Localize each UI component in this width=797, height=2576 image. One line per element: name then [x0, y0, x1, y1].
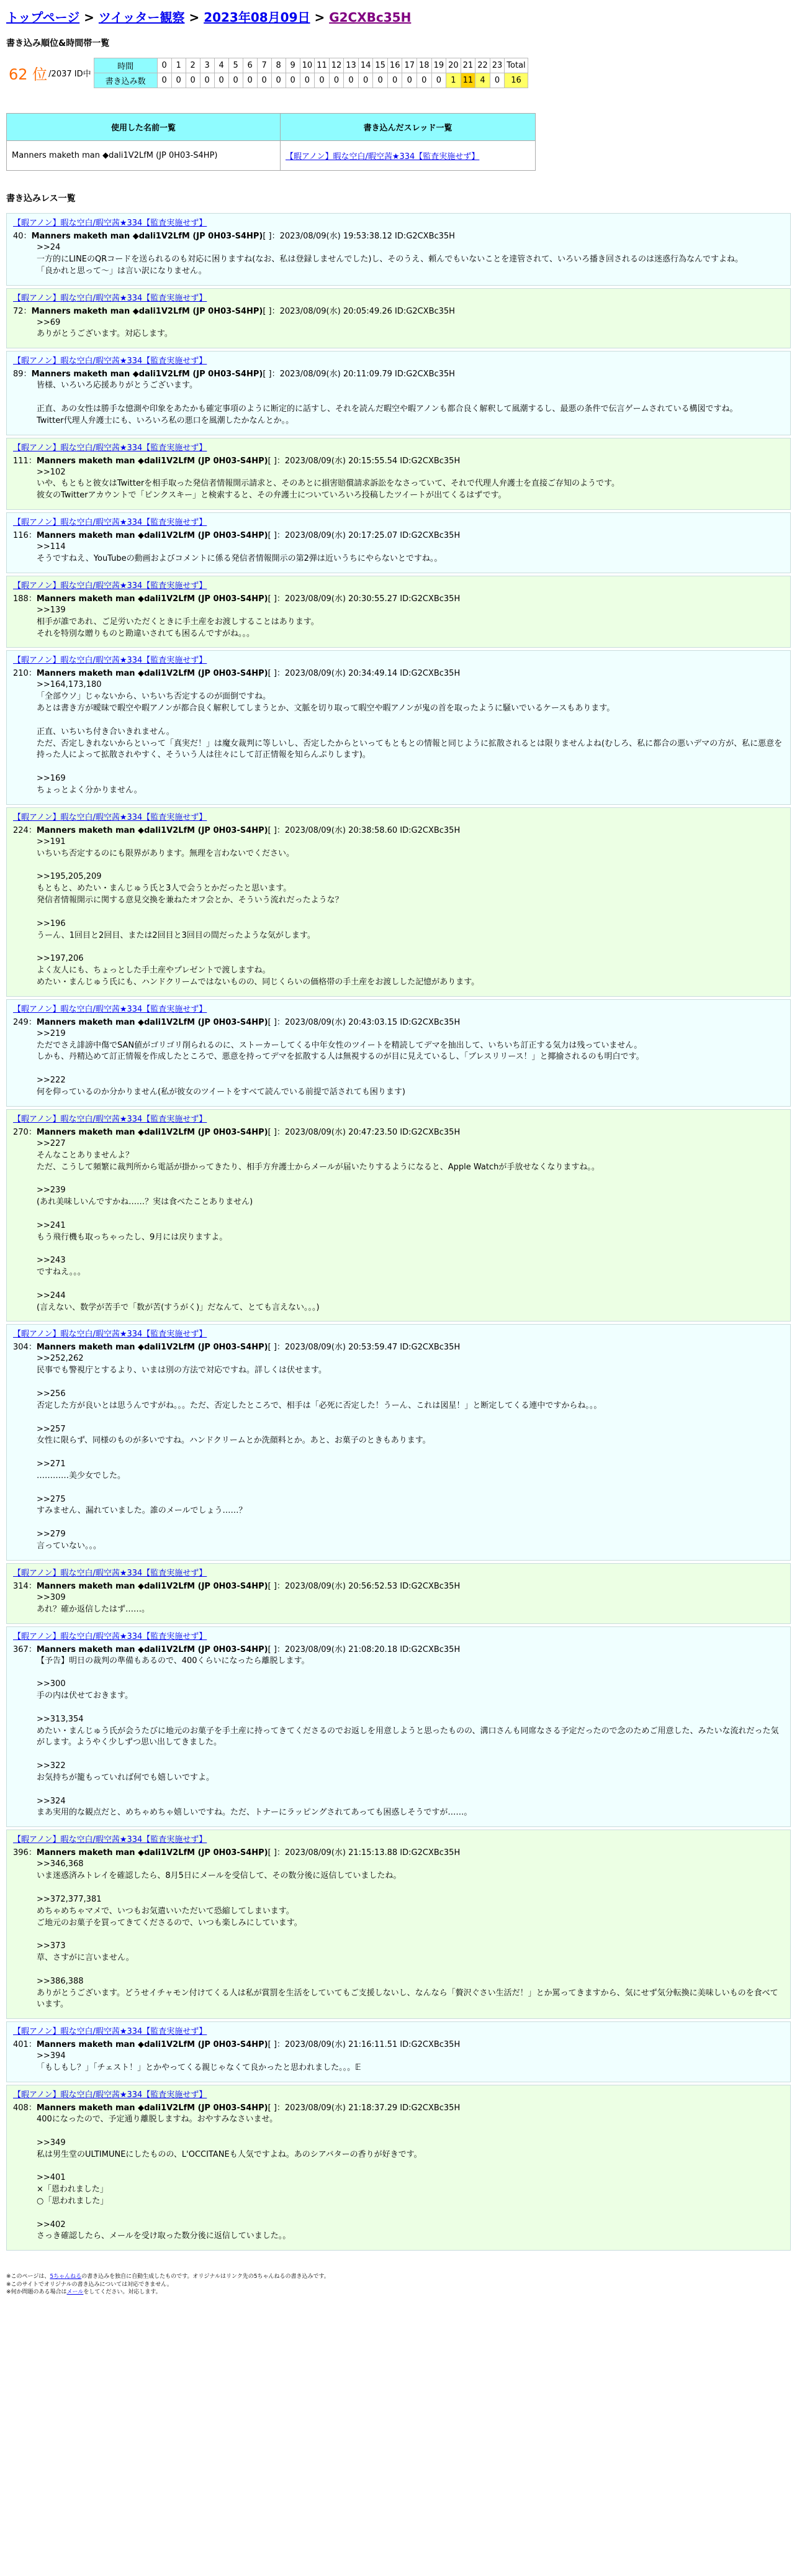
post-author: Manners maketh man ◆dali1V2LfM (JP 0H03-S4HP): [36, 1848, 268, 1858]
post-thread-link[interactable]: 【暇アノン】暇な空白/暇空茜★334【監査実施せず】: [13, 293, 207, 303]
post-item: [6, 999, 791, 1107]
post-item: [6, 512, 791, 573]
post-header: [13, 367, 784, 379]
post-number: 304: [13, 1343, 29, 1353]
count-cell: 0: [387, 73, 402, 88]
post-meta: [ ]：2023/08/09(水) 20:17:25.07 ID:G2CXBc35H: [268, 531, 461, 541]
post-item: [6, 650, 791, 804]
post-body: >>219 ただでさえ誹謗中傷でSAN値がゴリゴリ削られるのに、ストーカーしてくる中年女性のツイートを精読してデマを抽出して、いちいち訂正する気力は残っていません。 しかも、丹精込めて訂正情報を作成したところで、悪意を持ってデマを拡散する人は無視するのが目に見えているし、「ブレスリリース！」と揶揄されるのも明白です。 >>222 何を仰っているのか分かりません(私が彼女のツイートをすべて読んでいる前提で話されても困ります): [37, 1028, 644, 1097]
post-number: 401: [13, 2040, 29, 2050]
post-thread-link[interactable]: 【暇アノン】暇な空白/暇空茜★334【監査実施せず】: [13, 443, 207, 453]
post-meta: [ ]：2023/08/09(水) 21:08:20.18 ID:G2CXBc35H: [268, 1644, 461, 1654]
post-body: >>227 そんなことありませんよ？ ただ、こうして頻繁に裁判所から電話が掛かってきたり、相手方弁護士からメールが届いたりするようになると、Apple Watchが手放せなくなりますね。。 >>239 (あれ美味しいんですかね……？実は食べたことありません) >>241 もう飛行機も取っちゃったし、9月には戻りますよ。 >>243 ですねえ。。。 >>244 (言えない、数学が苦手で「数が苦(すうがく)」だなんて、とても言えない。。。): [37, 1138, 600, 1312]
count-cell: 0: [186, 73, 200, 88]
post-number: 408: [13, 2103, 29, 2113]
post-author: Manners maketh man ◆dali1V2LfM (JP 0H03-S4HP): [36, 669, 268, 679]
count-cell: 0: [200, 73, 214, 88]
post-number: 210: [13, 669, 29, 679]
post-sep: ：: [28, 1127, 37, 1137]
hour-cell: 0: [157, 58, 171, 73]
post-body: 【予告】明日の裁判の準備もあるので、400くらいになったら離脱します。 >>300 手の内は伏せておきます。 >>313,354 めたい・まんじゅう氏が会うたびに地元のお菓子を手土産に持ってきてくださるのでお返しを用意しようと思ったものの、溝口さんも同席なさる予定だったので念のためご用意した、みたいな流れだった気がします。ようやく少しずつ思い出してきました。 >>322 お気持ちが籠もっていれば何でも嬉しいですよ。 >>324 まあ実用的な観点だと、めちゃめちゃ嬉しいですね。ただ、トナーにラッピングされてあっても困惑しそうですが……。: [37, 1656, 779, 1818]
post-item: [6, 1563, 791, 1624]
post-author: Manners maketh man ◆dali1V2LfM (JP 0H03-S4HP): [31, 370, 263, 379]
threads-col-header: 書き込んだスレッド一覧: [281, 114, 536, 141]
post-header: [13, 229, 784, 241]
post-author: Manners maketh man ◆dali1V2LfM (JP 0H03-S4HP): [36, 1581, 268, 1591]
post-author: Manners maketh man ◆dali1V2LfM (JP 0H03-S4HP): [36, 2040, 268, 2050]
post-item: [6, 2021, 791, 2082]
post-number: 396: [13, 1848, 29, 1858]
post-number: 116: [13, 531, 29, 541]
count-cell: 0: [373, 73, 388, 88]
footer-text: の書き込みを独自に自動生成したものです。オリジナルはリンク先の5ちゃんねるの書き込みです。: [81, 2274, 330, 2280]
post-thread-link[interactable]: 【暇アノン】暇な空白/暇空茜★334【監査実施せず】: [13, 1330, 207, 1340]
post-author: Manners maketh man ◆dali1V2LfM (JP 0H03-S4HP): [36, 825, 268, 835]
count-cell: 16: [505, 73, 528, 88]
post-item: [6, 288, 791, 349]
breadcrumb-twitter[interactable]: ツイッター観察: [98, 10, 185, 25]
post-thread-link[interactable]: 【暇アノン】暇な空白/暇空茜★334【監査実施せず】: [13, 356, 207, 366]
post-number: 72: [13, 306, 24, 316]
post-thread-link[interactable]: 【暇アノン】暇な空白/暇空茜★334【監査実施せず】: [13, 1004, 207, 1014]
post-thread-link[interactable]: 【暇アノン】暇な空白/暇空茜★334【監査実施せず】: [13, 2090, 207, 2100]
hour-cell: 5: [228, 58, 243, 73]
count-cell: 0: [286, 73, 300, 88]
hour-cell: 13: [344, 58, 359, 73]
hour-cell: 11: [315, 58, 330, 73]
post-item: [6, 576, 791, 648]
post-author: Manners maketh man ◆dali1V2LfM (JP 0H03-S4HP): [36, 531, 268, 541]
hour-cell: 22: [475, 58, 490, 73]
count-cell: 0: [257, 73, 271, 88]
count-cell: 0: [243, 73, 257, 88]
breadcrumb-id[interactable]: G2CXBc35H: [329, 10, 412, 25]
post-sep: ：: [28, 594, 37, 604]
hour-cell: 2: [186, 58, 200, 73]
count-cell: 0: [157, 73, 171, 88]
count-cell: 11: [461, 73, 475, 88]
post-header: [13, 1579, 784, 1591]
post-author: Manners maketh man ◆dali1V2LfM (JP 0H03-S4HP): [36, 594, 268, 604]
count-cell: 0: [402, 73, 417, 88]
post-body: >>394 「もしもし？」「チェスト！」とかやってくる親じゃなくて良かったと思われました。。。𝔼: [37, 2051, 361, 2073]
post-header: [13, 1340, 784, 1352]
posts-heading: 書き込みレス一覧: [6, 194, 76, 204]
breadcrumb-date[interactable]: 2023年08月09日: [204, 10, 310, 25]
count-cell: 0: [228, 73, 243, 88]
post-meta: [ ]：2023/08/09(水) 20:15:55.54 ID:G2CXBc35H: [268, 456, 461, 466]
used-name: Manners maketh man ◆dali1V2LfM (JP 0H03-S4HP): [7, 141, 281, 171]
post-meta: [ ]：2023/08/09(水) 20:05:49.26 ID:G2CXBc35H: [263, 306, 455, 316]
hour-cell: 1: [171, 58, 186, 73]
footer-mail-link[interactable]: メール: [66, 2289, 84, 2296]
post-header: [13, 1846, 784, 1857]
post-meta: [ ]：2023/08/09(水) 21:15:13.88 ID:G2CXBc35H: [268, 1848, 461, 1858]
names-table: [6, 113, 536, 171]
hours-label: 時間: [94, 58, 157, 73]
hour-cell: 10: [300, 58, 315, 73]
count-cell: 0: [329, 73, 344, 88]
post-list: [6, 213, 791, 2251]
post-meta: [ ]：2023/08/09(水) 21:16:11.51 ID:G2CXBc35H: [268, 2040, 461, 2050]
post-item: [6, 1109, 791, 1322]
hour-cell: 20: [446, 58, 461, 73]
hour-cell: Total: [505, 58, 528, 73]
counts-label: 書き込み数: [94, 73, 157, 88]
hour-cell: 23: [490, 58, 505, 73]
post-author: Manners maketh man ◆dali1V2LfM (JP 0H03-S4HP): [36, 1017, 268, 1027]
post-thread-link[interactable]: 【暇アノン】暇な空白/暇空茜★334【監査実施せず】: [13, 518, 207, 528]
post-sep: ：: [28, 825, 37, 835]
post-header: [13, 1125, 784, 1137]
breadcrumb-top[interactable]: トップページ: [6, 10, 80, 25]
post-header: [13, 304, 784, 316]
post-body: >>114 そうですねえ、YouTubeの動画およびコメントに係る発信者情報開示の第2弾は近いうちにやらないとですね。。: [37, 542, 443, 563]
post-body: >>69 ありがとうございます。対応します。: [37, 317, 173, 339]
post-header: [13, 2101, 784, 2113]
post-thread-link[interactable]: 【暇アノン】暇な空白/暇空茜★334【監査実施せず】: [13, 656, 207, 666]
post-item: [6, 1324, 791, 1560]
count-cell: 4: [475, 73, 490, 88]
hour-cell: 21: [461, 58, 475, 73]
hour-cell: 16: [387, 58, 402, 73]
post-meta: [ ]：2023/08/09(水) 20:30:55.27 ID:G2CXBc35H: [268, 594, 461, 604]
count-cell: 0: [214, 73, 228, 88]
hour-cell: 19: [431, 58, 446, 73]
post-meta: [ ]：2023/08/09(水) 20:11:09.79 ID:G2CXBc35H: [263, 370, 455, 379]
post-number: 314: [13, 1581, 29, 1591]
post-body: >>164,173,180 「全部ウソ」じゃないから、いちいち否定するのが面倒ですね。 あとは書き方が曖昧で暇空や暇アノンが都合良く解釈してしまうとか、文脈を切り取って暇空や暇アノンが鬼の首を取ったように騒いでいるケースもあります。 正直、いちいち付き合いきれません。 ただ、否定しきれないからといって「真実だ！」は魔女裁判に等しいし、否定したからといってもともとの情報と同じように拡散されるとは限りませんよね(むしろ、私に都合の悪いデマの方が、私に悪意を持った人によって拡散されやすく、そういう人は往々にして訂正情報を知らんぷりします)。 >>169 ちょっとよく分かりません。: [37, 680, 783, 795]
post-thread-link[interactable]: 【暇アノン】暇な空白/暇空茜★334【監査実施せず】: [13, 219, 207, 228]
post-number: 40: [13, 232, 24, 241]
post-meta: [ ]：2023/08/09(水) 20:43:03.15 ID:G2CXBc35H: [268, 1017, 461, 1027]
post-sep: ：: [28, 1343, 37, 1353]
breadcrumb-sep: >: [184, 10, 204, 25]
count-cell: 0: [171, 73, 186, 88]
post-header: [13, 823, 784, 835]
post-thread-link[interactable]: 【暇アノン】暇な空白/暇空茜★334【監査実施せず】: [13, 1568, 207, 1578]
post-number: 367: [13, 1644, 29, 1654]
post-author: Manners maketh man ◆dali1V2LfM (JP 0H03-S4HP): [31, 306, 263, 316]
post-meta: [ ]：2023/08/09(水) 20:47:23.50 ID:G2CXBc35H: [268, 1127, 461, 1137]
post-author: Manners maketh man ◆dali1V2LfM (JP 0H03-S4HP): [36, 1343, 268, 1353]
hour-cell: 12: [329, 58, 344, 73]
post-thread-link[interactable]: 【暇アノン】暇な空白/暇空茜★334【監査実施せず】: [13, 1835, 207, 1845]
hours-table: [94, 58, 528, 88]
post-item: [6, 807, 791, 997]
post-item: [6, 438, 791, 510]
hour-cell: 18: [417, 58, 432, 73]
hour-cell: 8: [271, 58, 286, 73]
post-header: [13, 2038, 784, 2049]
post-number: 111: [13, 456, 29, 466]
breadcrumb-sep: >: [310, 10, 330, 25]
post-sep: ：: [28, 2040, 37, 2050]
post-sep: ：: [28, 1581, 37, 1591]
post-sep: ：: [28, 1644, 37, 1654]
post-header: [13, 1643, 784, 1654]
counts-row: [94, 73, 528, 88]
post-author: Manners maketh man ◆dali1V2LfM (JP 0H03-S4HP): [31, 232, 263, 241]
post-meta: [ ]：2023/08/09(水) 19:53:38.12 ID:G2CXBc35H: [263, 232, 455, 241]
post-sep: ：: [23, 232, 32, 241]
hour-cell: 14: [358, 58, 373, 73]
post-body: >>191 いちいち否定するのにも限界があります。無理を言わないでください。 >>195,205,209 もともと、めたい・まんじゅう氏と3人で会うとかだったと思います。 発信者情報開示に関する意見交換を兼ねたオフ会とか、そういう流れだったような？ >>196 うーん、1回目と2回目、または2回目と3回目の間だったような気がします。 >>197,206 よく友人にも、ちょっとした手土産やプレゼントで渡しますね。 めたい・まんじゅう氏にも、ハンドクリームではないものの、同じくらいの価格帯の手土産をお渡しした記憶があります。: [37, 837, 480, 987]
post-header: [13, 528, 784, 540]
post-meta: [ ]：2023/08/09(水) 21:18:37.29 ID:G2CXBc35H: [268, 2103, 461, 2113]
post-sep: ：: [28, 531, 37, 541]
hour-cell: 15: [373, 58, 388, 73]
count-cell: 0: [417, 73, 432, 88]
count-cell: 0: [271, 73, 286, 88]
hour-cell: 6: [243, 58, 257, 73]
post-body: >>139 相手が誰であれ、ご足労いただくときに手土産をお渡しすることはあります。 それを特別な贈りものと勘違いされても困るんですがね。。。: [37, 605, 319, 638]
hour-cell: 17: [402, 58, 417, 73]
post-body: 皆様、いろいろ応援ありがとうございます。 正直、あの女性は勝手な憶測や印象をあたかも確定事項のように断定的に話すし、それを読んだ暇空や暇アノンも都合良く解釈して風潮するし、最悪の条件で伝言ゲームされている構図ですね。 Twitter代理人弁護士にも、いろいろ私の悪口を風潮したかなんとか。。: [37, 381, 738, 425]
post-body: >>309 あれ？確か返信したはず……。: [37, 1592, 150, 1614]
post-meta: [ ]：2023/08/09(水) 20:53:59.47 ID:G2CXBc35H: [268, 1343, 461, 1353]
rank-section: [6, 58, 791, 88]
post-header: [13, 592, 784, 604]
rank-heading: 書き込み順位&時間帯一覧: [6, 39, 110, 48]
count-cell: 0: [344, 73, 359, 88]
post-number: 249: [13, 1017, 29, 1027]
hour-cell: 9: [286, 58, 300, 73]
post-item: [6, 213, 791, 286]
rank-number: 62 位: [9, 66, 48, 83]
post-thread-link[interactable]: 【暇アノン】暇な空白/暇空茜★334【監査実施せず】: [13, 2027, 207, 2037]
post-meta: [ ]：2023/08/09(水) 20:56:52.53 ID:G2CXBc35H: [268, 1581, 461, 1591]
count-cell: 0: [431, 73, 446, 88]
post-author: Manners maketh man ◆dali1V2LfM (JP 0H03-S4HP): [36, 456, 268, 466]
post-thread-link[interactable]: 【暇アノン】暇な空白/暇空茜★334【監査実施せず】: [13, 581, 207, 591]
post-number: 188: [13, 594, 29, 604]
footer: [6, 2273, 791, 2297]
breadcrumb: [6, 7, 791, 25]
post-body: >>252,262 民事でも警視庁とするより、いまは別の方法で対応ですね。詳しくは伏せます。 >>256 否定した方が良いとは思うんですがね。。。ただ、否定したところで、相手は「必死に否定した！うーん、これは図星！」と断定してくる連中ですからね。。。 >>257 女性に限らず、同様のものが多いですね。ハンドクリームとか洗顔料とか。あと、お菓子のときもあります。 >>271 …………美少女でした。 >>275 すみません、漏れていました。誰のメールでしょう……？ >>279 言っていない。。。: [37, 1354, 602, 1551]
post-sep: ：: [28, 456, 37, 466]
count-cell: 0: [300, 73, 315, 88]
hours-row: [94, 58, 528, 73]
post-item: [6, 1626, 791, 1828]
post-body: >>102 いや、もともと彼女はTwitterを相手取った発信者情報開示請求と、そのあとに損害賠償請求訴訟をなさっていて、それで代理人弁護士を直接ご存知のようです。 彼女のTwitterアカウントで「ピンクスキー」と検索すると、その弁護士についていろいろ投稿したツイートが出てくるはずです。: [37, 467, 620, 501]
post-sep: ：: [28, 1848, 37, 1858]
post-body: >>346,368 いま迷惑済みトレイを確認したら、8月5日にメールを受信して、その数分後に返信していましたね。 >>372,377,381 めちゃめちゃマメで、いつもお気遣いいただいて恐縮してしまいます。 ご地元のお菓子を買ってきてくださるので、いつも楽しみにしています。 >>373 草、さすがに言いません。 >>386,388 ありがとうございます。どうせイチャモン付けてくる人は私が賞罰を生活をしていてもご支援しないし、なんなら「贅沢ぐさい生活だ！」とか罵ってきますから、気にせず気分転換に美味しいものを食べています。: [37, 1859, 778, 2010]
post-number: 270: [13, 1127, 29, 1137]
footer-5ch-link[interactable]: 5ちゃんねる: [50, 2274, 82, 2280]
rank-box: [6, 58, 94, 88]
post-thread-link[interactable]: 【暇アノン】暇な空白/暇空茜★334【監査実施せず】: [13, 1631, 207, 1641]
post-author: Manners maketh man ◆dali1V2LfM (JP 0H03-S4HP): [36, 2103, 268, 2113]
hour-cell: 3: [200, 58, 214, 73]
post-header: [13, 666, 784, 678]
post-meta: [ ]：2023/08/09(水) 20:34:49.14 ID:G2CXBc35H: [268, 669, 461, 679]
post-sep: ：: [23, 306, 32, 316]
count-cell: 1: [446, 73, 461, 88]
names-col-header: 使用した名前一覧: [7, 114, 281, 141]
post-author: Manners maketh man ◆dali1V2LfM (JP 0H03-S4HP): [36, 1644, 268, 1654]
footer-text: ※このページは、: [6, 2274, 50, 2280]
post-sep: ：: [23, 370, 32, 379]
post-thread-link[interactable]: 【暇アノン】暇な空白/暇空茜★334【監査実施せず】: [13, 812, 207, 822]
count-cell: 0: [315, 73, 330, 88]
post-sep: ：: [28, 1017, 37, 1027]
count-cell: 0: [490, 73, 505, 88]
post-thread-link[interactable]: 【暇アノン】暇な空白/暇空茜★334【監査実施せず】: [13, 1114, 207, 1124]
post-header: [13, 454, 784, 466]
post-body: >>24 一方的にLINEのQRコードを送られるのも対応に困りますね(なお、私は登録しませんでした)し、そのうえ、頼んでもいないことを達管されて、いろいろ播き回されるのは迷惑行為なんですよね。 「良かれと思って～」は言い訳になりません。: [37, 243, 743, 276]
post-body: 400になったので、予定通り離脱しますね。おやすみなさいませ。 >>349 私は男生堂のULTIMUNEにしたものの、L'OCCITANEも人気ですよね。あのシアバターの香りが好きです。 >>401 ×「恩われました」 ○「思われました」 >>402 さっき確認したら、メールを受け取った数分後に返信していました。。: [37, 2114, 422, 2241]
thread-link[interactable]: 【暇アノン】暇な空白/暇空茜★334【監査実施せず】: [286, 152, 480, 161]
footer-text: ※何か問題のある場合は: [6, 2289, 67, 2296]
hour-cell: 7: [257, 58, 271, 73]
post-item: [6, 2085, 791, 2251]
footer-text: をしてください。対応します。: [83, 2289, 161, 2296]
post-item: [6, 1830, 791, 2019]
post-number: 89: [13, 370, 24, 379]
post-sep: ：: [28, 669, 37, 679]
post-number: 224: [13, 825, 29, 835]
footer-line2: ※このサイトでオリジナルの書き込みについては対応できません。: [6, 2281, 173, 2288]
breadcrumb-sep: >: [79, 10, 99, 25]
hour-cell: 4: [214, 58, 228, 73]
post-meta: [ ]：2023/08/09(水) 20:38:58.60 ID:G2CXBc35H: [268, 825, 461, 835]
post-author: Manners maketh man ◆dali1V2LfM (JP 0H03-S4HP): [36, 1127, 268, 1137]
post-header: [13, 1015, 784, 1027]
post-item: [6, 351, 791, 435]
post-sep: ：: [28, 2103, 37, 2113]
count-cell: 0: [358, 73, 373, 88]
rank-suffix: /2037 ID中: [48, 70, 91, 79]
